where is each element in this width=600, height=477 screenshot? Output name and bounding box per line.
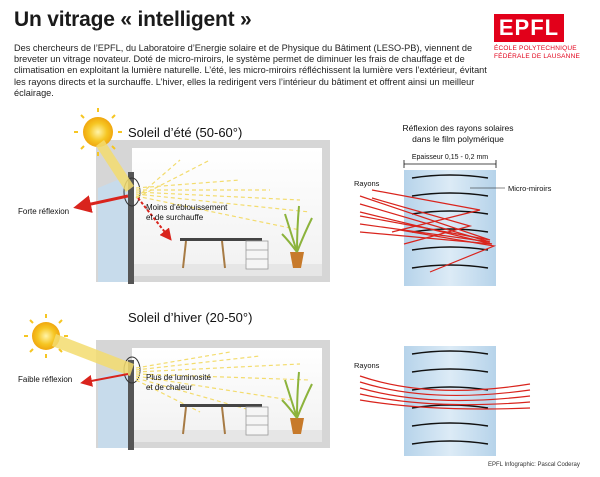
summer-sun-icon: [83, 117, 113, 147]
summer-scene: [18, 108, 330, 284]
winter-title: Soleil d’hiver (20-50°): [128, 310, 253, 325]
detail-title-line2: dans le film polymérique: [412, 134, 504, 144]
winter-desk-top: [180, 404, 262, 407]
winter-drawers: [246, 407, 268, 435]
summer-film-detail: [354, 123, 552, 286]
winter-scene: [18, 310, 330, 450]
credit: EPFL Infographic: Pascal Coderay: [488, 462, 580, 468]
micro-mirrors-label: Micro-miroirs: [508, 184, 552, 193]
epfl-logo-line2: FÉDÉRALE DE LAUSANNE: [494, 53, 580, 60]
thickness-label: Epaisseur 0,15 - 0,2 mm: [411, 154, 489, 161]
summer-rays-label: Rayons: [354, 179, 380, 188]
summer-title: Soleil d’été (50-60°): [128, 125, 243, 140]
epfl-logo-mark: EPFL: [494, 14, 564, 42]
summer-film-glass: [404, 170, 496, 286]
summer-drawers: [246, 241, 268, 269]
summer-reflection-label: Forte réflexion: [18, 207, 70, 216]
page-title: Un vitrage « intelligent »: [14, 8, 252, 31]
intro-text: Des chercheurs de l’EPFL, du Laboratoire d’Energie solaire et de Physique du Bâtiment (LESO-PB), viennent de breveter un vitrage novateur. Doté de micro-miroirs, le système permet de diminuer les frais de chauffage et de climatisation en exploitant la lumière naturelle. L’été, les micro-miroirs réfléchissent la lumière vers l’extérieur, évitant les rayons directs et la surchauffe. L’hiver, elles la redirigent vers l’intérieur du bâtiment et offrent ainsi un meilleur éclairage.: [14, 43, 487, 98]
winter-note-line2: et de chaleur: [146, 383, 193, 392]
winter-film-detail: [354, 346, 530, 456]
winter-reflection-label: Faible réflexion: [18, 375, 73, 384]
winter-note-line1: Plus de luminosité: [146, 373, 211, 382]
summer-desk-top: [180, 238, 262, 241]
summer-note-line2: et de surchauffe: [146, 213, 204, 222]
winter-rays-label: Rayons: [354, 361, 380, 370]
detail-title-line1: Réflexion des rayons solaires: [402, 123, 514, 133]
epfl-logo-line1: ÉCOLE POLYTECHNIQUE: [494, 45, 577, 52]
summer-note-line1: Moins d’éblouissement: [146, 203, 228, 212]
